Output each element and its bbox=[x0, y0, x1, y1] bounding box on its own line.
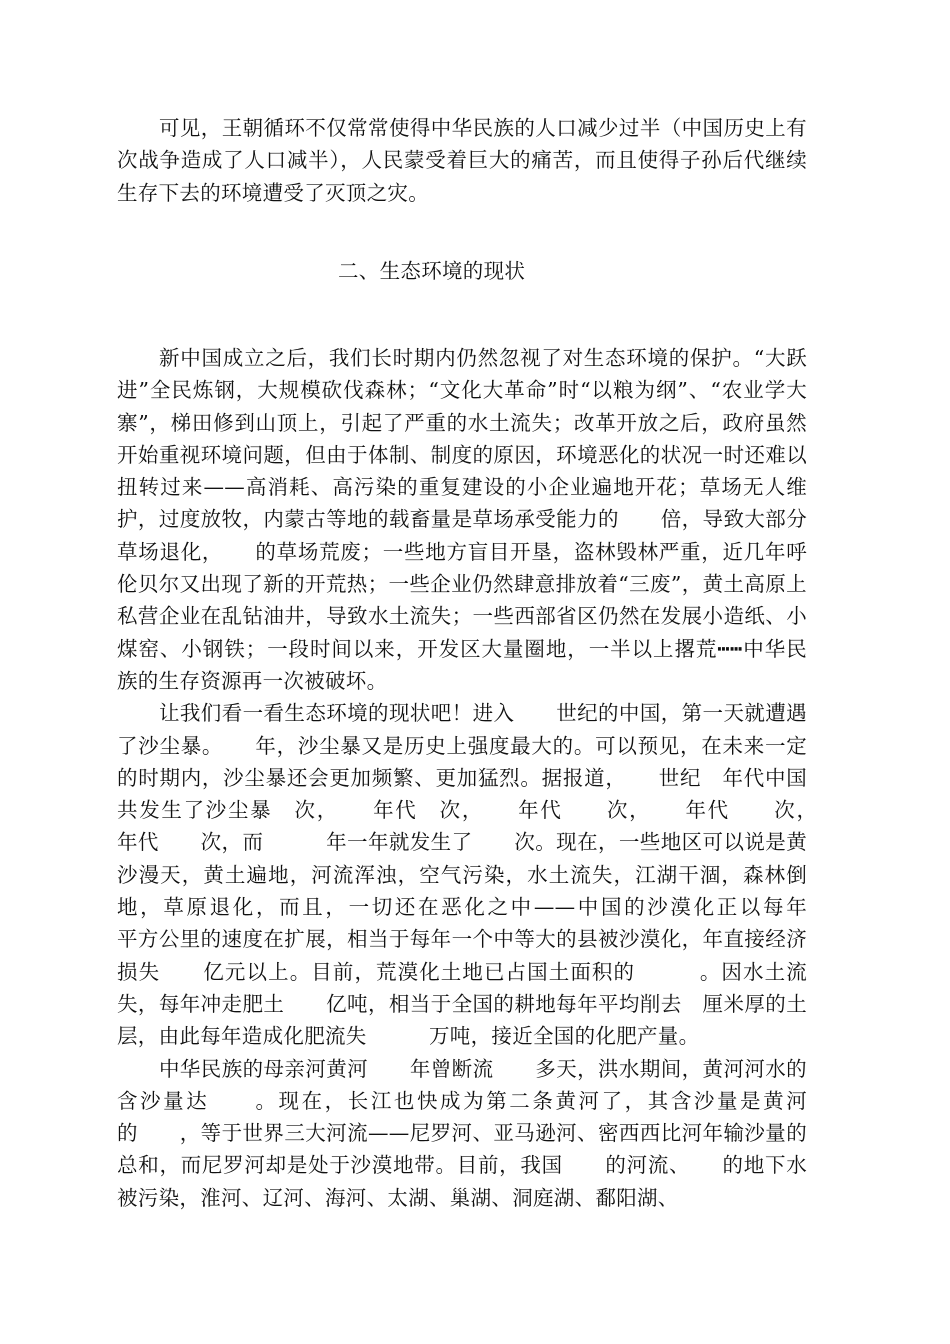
paragraph-current-state: 让我们看一看生态环境的现状吧！进入 世纪的中国，第一天就遭遇了沙尘暴。 年，沙尘暴又是历史上强度最大的。可以预见，在未来一定的时期内，沙尘暴还会更加频繁、更加猛烈。据报道， 世纪 年代中国共发生了沙尘暴 次， 年代 次， 年代 次， 年代 次， 年代 次，而 年一年就发生了 次。现在，一些地区可以说是黄沙漫天，黄土遍地，河流浑浊，空气污染，水土流失，江湖干涸，森林倒地，草原退化，而且，一切还在恶化之中——中国的沙漠化正以每年 平方公里的速度在扩展，相当于每年一个中等大的县被沙漠化，年直接经济损失 亿元以上。目前，荒漠化土地已占国土面积的 。因水土流失，每年冲走肥土 亿吨，相当于全国的耕地每年平均削去 厘米厚的土层，由此每年造成化肥流失 万吨，接近全国的化肥产量。 bbox=[117, 701, 870, 1049]
paragraph-history: 新中国成立之后，我们长时期内仍然忽视了对生态环境的保护。“大跃进”全民炼钢，大规模砍伐森林；“文化大革命”时“以粮为纲”、“农业学大寨”，梯田修到山顶上，引起了严重的水土流失；改革开放之后，政府虽然开始重视环境问题，但由于体制、制度的原因，环境恶化的状况一时还难以扭转过来——高消耗、高污染的重复建设的小企业遍地开花；草场无人维护，过度放牧，内蒙古等地的载畜量是草场承受能力的 倍，导致大部分草场退化， 的草场荒废；一些地方盲目开垦，盗林毁林严重，近几年呼伦贝尔又出现了新的开荒热；一些企业仍然肆意排放着“三废”，黄土高原上私营企业在乱钻油井，导致水土流失；一些西部省区仍然在发展小造纸、小煤窑、小钢铁；一段时间以来，开发区大量圈地，一半以上撂荒┅┅中华民族的生存资源再一次被破坏。 bbox=[117, 346, 807, 693]
intro-block bbox=[117, 112, 849, 209]
body-text bbox=[117, 342, 870, 1214]
intro-paragraph: 可见，王朝循环不仅常常使得中华民族的人口减少过半（中国历史上有 次战争造成了人口减半），人民蒙受着巨大的痛苦，而且使得子孙后代继续生存下去的环境遭受了灭顶之灾。 bbox=[117, 116, 849, 205]
section-heading: 二、生态环境的现状 bbox=[338, 259, 526, 283]
paragraph-rivers: 中华民族的母亲河黄河 年曾断流 多天，洪水期间，黄河河水的含沙量达 。现在，长江也快成为第二条黄河了，其含沙量是黄河的 ，等于世界三大河流——尼罗河、亚马逊河、密西西比河年输沙量的总和，而尼罗河却是处于沙漠地带。目前，我国 的河流、 的地下水被污染，淮河、辽河、海河、太湖、巢湖、洞庭湖、鄱阳湖、 bbox=[117, 1056, 807, 1210]
